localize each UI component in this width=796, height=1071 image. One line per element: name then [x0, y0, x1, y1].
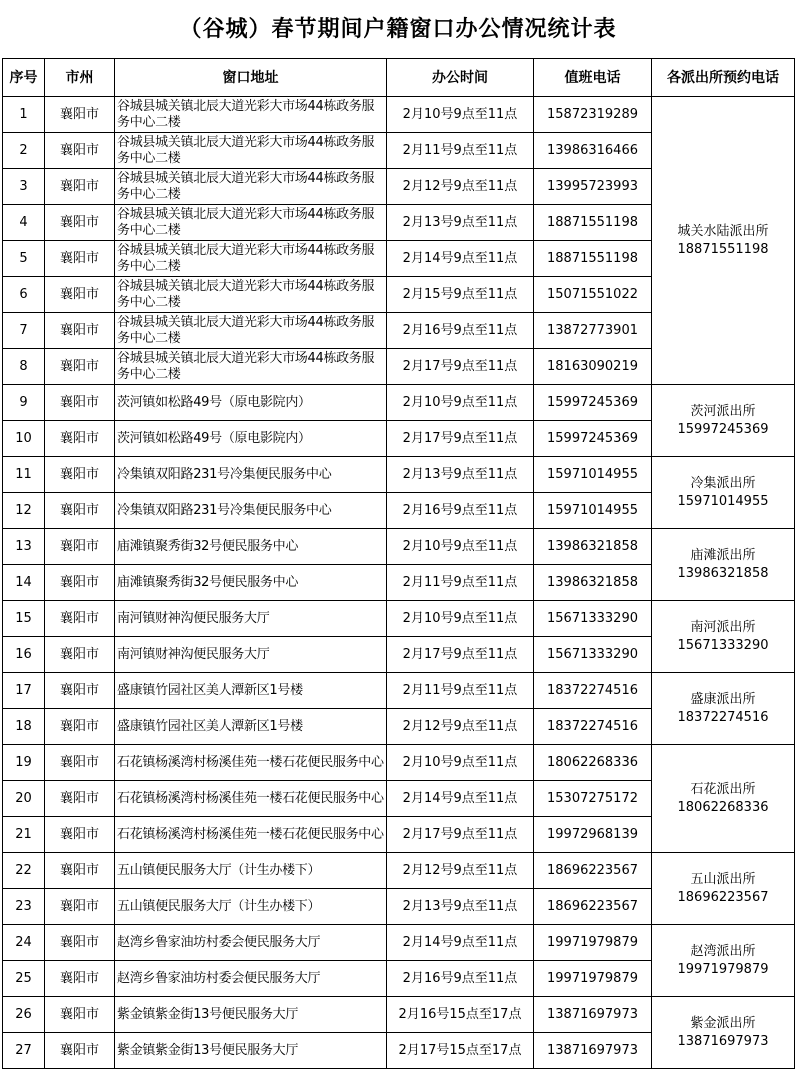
duty-phone-cell: 15671333290	[534, 601, 652, 637]
address-cell: 茨河镇如松路49号（原电影院内）	[115, 385, 387, 421]
city-cell: 襄阳市	[45, 637, 115, 673]
address-cell: 南河镇财神沟便民服务大厅	[115, 601, 387, 637]
station-cell	[652, 97, 795, 385]
duty-phone-cell: 15997245369	[534, 421, 652, 457]
office-schedule-table	[2, 58, 795, 1069]
address-cell: 茨河镇如松路49号（原电影院内）	[115, 421, 387, 457]
office-hours-cell: 2月16号15点至17点	[387, 997, 534, 1033]
office-hours-cell: 2月17号9点至11点	[387, 817, 534, 853]
office-hours-cell: 2月10号9点至11点	[387, 529, 534, 565]
station-cell	[652, 385, 795, 457]
duty-phone-cell: 15997245369	[534, 385, 652, 421]
duty-phone-cell: 13986316466	[534, 133, 652, 169]
office-hours-cell: 2月10号9点至11点	[387, 601, 534, 637]
header-station-phone: 各派出所预约电话	[652, 59, 795, 97]
table-row	[3, 853, 795, 889]
duty-phone-cell: 19971979879	[534, 961, 652, 997]
station-cell	[652, 853, 795, 925]
address-cell: 紫金镇紫金街13号便民服务大厅	[115, 1033, 387, 1069]
address-cell: 冷集镇双阳路231号冷集便民服务中心	[115, 493, 387, 529]
duty-phone-cell: 18372274516	[534, 673, 652, 709]
table-row	[3, 529, 795, 565]
table-row	[3, 97, 795, 133]
duty-phone-cell: 13872773901	[534, 313, 652, 349]
station-name: 城关水陆派出所	[677, 223, 769, 239]
address-cell: 石花镇杨溪湾村杨溪佳苑一楼石花便民服务中心	[115, 745, 387, 781]
station-phone: 15997245369	[677, 421, 769, 437]
seq-cell: 20	[3, 781, 45, 817]
station-phone: 15671333290	[677, 637, 769, 653]
address-cell: 石花镇杨溪湾村杨溪佳苑一楼石花便民服务中心	[115, 817, 387, 853]
table-row	[3, 673, 795, 709]
city-cell: 襄阳市	[45, 97, 115, 133]
city-cell: 襄阳市	[45, 925, 115, 961]
station-phone: 18372274516	[677, 709, 769, 725]
duty-phone-cell: 15071551022	[534, 277, 652, 313]
seq-cell: 18	[3, 709, 45, 745]
station-phone: 15971014955	[677, 493, 769, 509]
address-cell: 赵湾乡鲁家油坊村委会便民服务大厅	[115, 961, 387, 997]
address-cell: 盛康镇竹园社区美人潭新区1号楼	[115, 673, 387, 709]
office-hours-cell: 2月11号9点至11点	[387, 133, 534, 169]
office-hours-cell: 2月12号9点至11点	[387, 169, 534, 205]
office-hours-cell: 2月14号9点至11点	[387, 925, 534, 961]
duty-phone-cell: 19971979879	[534, 925, 652, 961]
duty-phone-cell: 15971014955	[534, 457, 652, 493]
station-name: 南河派出所	[690, 619, 756, 635]
seq-cell: 2	[3, 133, 45, 169]
station-name: 紫金派出所	[690, 1015, 756, 1031]
city-cell: 襄阳市	[45, 745, 115, 781]
duty-phone-cell: 18372274516	[534, 709, 652, 745]
city-cell: 襄阳市	[45, 349, 115, 385]
station-cell	[652, 745, 795, 853]
duty-phone-cell: 18696223567	[534, 853, 652, 889]
header-duty-phone: 值班电话	[534, 59, 652, 97]
city-cell: 襄阳市	[45, 673, 115, 709]
city-cell: 襄阳市	[45, 457, 115, 493]
seq-cell: 19	[3, 745, 45, 781]
header-office-hours: 办公时间	[387, 59, 534, 97]
header-address: 窗口地址	[115, 59, 387, 97]
city-cell: 襄阳市	[45, 817, 115, 853]
station-cell	[652, 529, 795, 601]
seq-cell: 22	[3, 853, 45, 889]
office-hours-cell: 2月17号9点至11点	[387, 637, 534, 673]
office-hours-cell: 2月14号9点至11点	[387, 781, 534, 817]
seq-cell: 8	[3, 349, 45, 385]
seq-cell: 26	[3, 997, 45, 1033]
city-cell: 襄阳市	[45, 781, 115, 817]
city-cell: 襄阳市	[45, 277, 115, 313]
table-header-row	[3, 59, 795, 97]
city-cell: 襄阳市	[45, 313, 115, 349]
office-hours-cell: 2月12号9点至11点	[387, 709, 534, 745]
duty-phone-cell: 18062268336	[534, 745, 652, 781]
table-row	[3, 925, 795, 961]
duty-phone-cell: 13871697973	[534, 1033, 652, 1069]
station-phone: 19971979879	[677, 961, 769, 977]
seq-cell: 16	[3, 637, 45, 673]
duty-phone-cell: 18871551198	[534, 205, 652, 241]
address-cell: 谷城县城关镇北辰大道光彩大市场44栋政务服务中心二楼	[115, 349, 387, 385]
city-cell: 襄阳市	[45, 241, 115, 277]
station-phone: 18062268336	[677, 799, 769, 815]
office-hours-cell: 2月16号9点至11点	[387, 961, 534, 997]
city-cell: 襄阳市	[45, 709, 115, 745]
office-hours-cell: 2月15号9点至11点	[387, 277, 534, 313]
duty-phone-cell: 13995723993	[534, 169, 652, 205]
office-hours-cell: 2月13号9点至11点	[387, 457, 534, 493]
duty-phone-cell: 15671333290	[534, 637, 652, 673]
city-cell: 襄阳市	[45, 529, 115, 565]
city-cell: 襄阳市	[45, 205, 115, 241]
address-cell: 石花镇杨溪湾村杨溪佳苑一楼石花便民服务中心	[115, 781, 387, 817]
office-hours-cell: 2月17号9点至11点	[387, 349, 534, 385]
office-hours-cell: 2月11号9点至11点	[387, 565, 534, 601]
station-cell	[652, 601, 795, 673]
city-cell: 襄阳市	[45, 421, 115, 457]
office-hours-cell: 2月13号9点至11点	[387, 205, 534, 241]
station-phone: 18871551198	[677, 241, 769, 257]
city-cell: 襄阳市	[45, 601, 115, 637]
duty-phone-cell: 18871551198	[534, 241, 652, 277]
seq-cell: 3	[3, 169, 45, 205]
seq-cell: 6	[3, 277, 45, 313]
table-row	[3, 385, 795, 421]
station-name: 五山派出所	[690, 871, 756, 887]
table-body	[3, 97, 795, 1069]
address-cell: 盛康镇竹园社区美人潭新区1号楼	[115, 709, 387, 745]
city-cell: 襄阳市	[45, 961, 115, 997]
city-cell: 襄阳市	[45, 385, 115, 421]
address-cell: 谷城县城关镇北辰大道光彩大市场44栋政务服务中心二楼	[115, 241, 387, 277]
seq-cell: 27	[3, 1033, 45, 1069]
office-hours-cell: 2月10号9点至11点	[387, 385, 534, 421]
office-hours-cell: 2月17号15点至17点	[387, 1033, 534, 1069]
seq-cell: 11	[3, 457, 45, 493]
address-cell: 庙滩镇聚秀街32号便民服务中心	[115, 565, 387, 601]
address-cell: 谷城县城关镇北辰大道光彩大市场44栋政务服务中心二楼	[115, 97, 387, 133]
office-hours-cell: 2月12号9点至11点	[387, 853, 534, 889]
table-row	[3, 457, 795, 493]
office-hours-cell: 2月16号9点至11点	[387, 493, 534, 529]
station-phone: 13986321858	[677, 565, 769, 581]
address-cell: 五山镇便民服务大厅（计生办楼下）	[115, 889, 387, 925]
station-cell	[652, 997, 795, 1069]
address-cell: 紫金镇紫金街13号便民服务大厅	[115, 997, 387, 1033]
duty-phone-cell: 18696223567	[534, 889, 652, 925]
address-cell: 五山镇便民服务大厅（计生办楼下）	[115, 853, 387, 889]
seq-cell: 7	[3, 313, 45, 349]
duty-phone-cell: 19972968139	[534, 817, 652, 853]
station-cell	[652, 925, 795, 997]
seq-cell: 25	[3, 961, 45, 997]
city-cell: 襄阳市	[45, 853, 115, 889]
address-cell: 谷城县城关镇北辰大道光彩大市场44栋政务服务中心二楼	[115, 313, 387, 349]
office-hours-cell: 2月10号9点至11点	[387, 745, 534, 781]
office-hours-cell: 2月17号9点至11点	[387, 421, 534, 457]
station-name: 赵湾派出所	[690, 943, 756, 959]
seq-cell: 14	[3, 565, 45, 601]
city-cell: 襄阳市	[45, 493, 115, 529]
city-cell: 襄阳市	[45, 997, 115, 1033]
duty-phone-cell: 18163090219	[534, 349, 652, 385]
duty-phone-cell: 13871697973	[534, 997, 652, 1033]
city-cell: 襄阳市	[45, 889, 115, 925]
seq-cell: 24	[3, 925, 45, 961]
seq-cell: 15	[3, 601, 45, 637]
office-hours-cell: 2月11号9点至11点	[387, 673, 534, 709]
seq-cell: 12	[3, 493, 45, 529]
station-name: 盛康派出所	[690, 691, 756, 707]
duty-phone-cell: 15971014955	[534, 493, 652, 529]
header-city: 市州	[45, 59, 115, 97]
address-cell: 谷城县城关镇北辰大道光彩大市场44栋政务服务中心二楼	[115, 133, 387, 169]
address-cell: 庙滩镇聚秀街32号便民服务中心	[115, 529, 387, 565]
office-hours-cell: 2月16号9点至11点	[387, 313, 534, 349]
address-cell: 谷城县城关镇北辰大道光彩大市场44栋政务服务中心二楼	[115, 205, 387, 241]
table-row	[3, 601, 795, 637]
seq-cell: 9	[3, 385, 45, 421]
seq-cell: 4	[3, 205, 45, 241]
table-row	[3, 997, 795, 1033]
seq-cell: 1	[3, 97, 45, 133]
seq-cell: 5	[3, 241, 45, 277]
station-name: 茨河派出所	[690, 403, 756, 419]
seq-cell: 13	[3, 529, 45, 565]
city-cell: 襄阳市	[45, 133, 115, 169]
header-seq: 序号	[3, 59, 45, 97]
station-name: 庙滩派出所	[690, 547, 756, 563]
seq-cell: 23	[3, 889, 45, 925]
station-name: 石花派出所	[690, 781, 756, 797]
station-phone: 13871697973	[677, 1033, 769, 1049]
duty-phone-cell: 13986321858	[534, 565, 652, 601]
duty-phone-cell: 13986321858	[534, 529, 652, 565]
station-phone: 18696223567	[677, 889, 769, 905]
duty-phone-cell: 15307275172	[534, 781, 652, 817]
seq-cell: 21	[3, 817, 45, 853]
duty-phone-cell: 15872319289	[534, 97, 652, 133]
page-title: （谷城）春节期间户籍窗口办公情况统计表	[179, 16, 617, 42]
address-cell: 赵湾乡鲁家油坊村委会便民服务大厅	[115, 925, 387, 961]
seq-cell: 10	[3, 421, 45, 457]
station-cell	[652, 673, 795, 745]
address-cell: 谷城县城关镇北辰大道光彩大市场44栋政务服务中心二楼	[115, 169, 387, 205]
table-row	[3, 745, 795, 781]
seq-cell: 17	[3, 673, 45, 709]
station-name: 冷集派出所	[690, 475, 756, 491]
office-hours-cell: 2月14号9点至11点	[387, 241, 534, 277]
station-cell	[652, 457, 795, 529]
address-cell: 谷城县城关镇北辰大道光彩大市场44栋政务服务中心二楼	[115, 277, 387, 313]
city-cell: 襄阳市	[45, 565, 115, 601]
address-cell: 冷集镇双阳路231号冷集便民服务中心	[115, 457, 387, 493]
city-cell: 襄阳市	[45, 169, 115, 205]
office-hours-cell: 2月13号9点至11点	[387, 889, 534, 925]
address-cell: 南河镇财神沟便民服务大厅	[115, 637, 387, 673]
office-hours-cell: 2月10号9点至11点	[387, 97, 534, 133]
city-cell: 襄阳市	[45, 1033, 115, 1069]
